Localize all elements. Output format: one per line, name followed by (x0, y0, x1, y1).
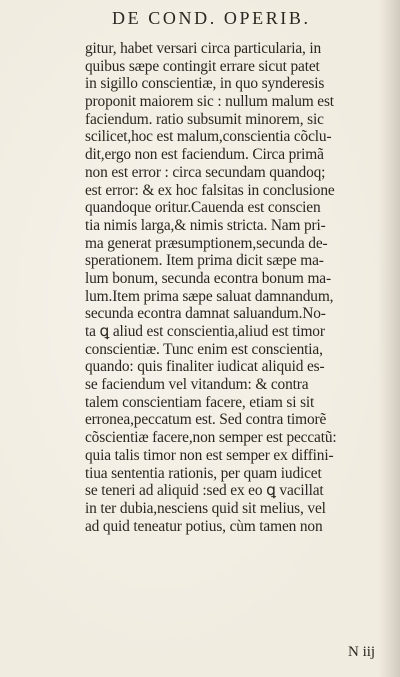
body-text (85, 40, 390, 535)
text-line: scilicet,hoc est malum,conscientia cõclu- (85, 128, 332, 146)
text-line: gitur, habet versari circa particularia, in (85, 40, 322, 57)
text-line: se faciendum vel vitandum: & contra (85, 376, 309, 394)
text-line: est error: & ex hoc falsitas in conclusione (85, 181, 335, 199)
text-line: quia talis timor non est semper ex diffini- (85, 446, 334, 464)
text-line: quando: quis finaliter iudicat aliquid es- (85, 358, 325, 376)
text-line: secunda econtra damnat saluandum.No- (85, 305, 326, 323)
text-line: in sigillo conscientiæ, in quo synderesis (85, 75, 325, 93)
text-line: talem conscientiam facere, etiam si sit (85, 393, 315, 411)
text-line: lum bonum, secunda econtra bonum ma- (85, 269, 331, 287)
text-line: sperationem. Item prima dicit sæpe ma- (85, 252, 324, 270)
text-line: tiua sententia rationis, per quam iudicet (85, 464, 322, 482)
text-line: ma generat præsumptionem,secunda de- (85, 234, 328, 252)
text-line: ta ꝗ aliud est conscientia,aliud est timor (85, 323, 325, 340)
text-line: conscientiæ. Tunc enim est conscientia, (85, 340, 323, 358)
text-line: quibus sæpe contingit errare sicut patet (85, 57, 320, 75)
text-line: non est error : circa secundam quandoq; (85, 163, 326, 181)
text-line: quandoque oritur.Cauenda est conscien (85, 199, 321, 217)
text-line: erronea,peccatum est. Sed contra timorẽ (85, 411, 327, 429)
signature-mark: N iij (348, 644, 376, 660)
text-line: tia nimis larga,& nimis stricta. Nam pri- (85, 216, 326, 234)
text-line: se teneri ad aliquid :sed ex eo ꝗ vacillat (85, 482, 324, 500)
text-line: lum.Item prima sæpe saluat damnandum, (85, 287, 334, 305)
text-line: in ter dubia,nesciens quid sit melius, vel (85, 499, 326, 517)
text-line: cõscientiæ facere,non semper est peccatũ: (85, 429, 337, 447)
running-head: DE COND. OPERIB. (112, 8, 311, 28)
text-line: proponit maiorem sic : nullum malum est (85, 93, 334, 111)
text-line: dit,ergo non est faciendum. Circa primã (85, 146, 324, 164)
text-line: ad quid teneatur potius, cùm tamen non (85, 517, 323, 535)
text-line: faciendum. ratio subsumit minorem, sic (85, 110, 324, 128)
